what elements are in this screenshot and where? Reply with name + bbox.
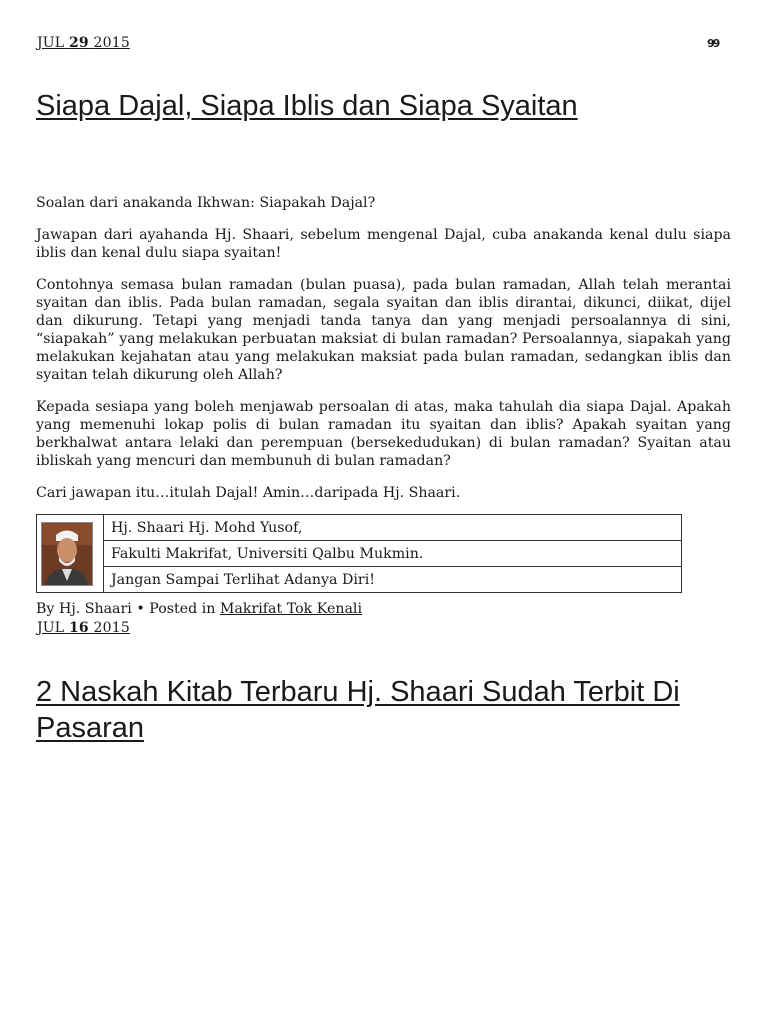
signature-table	[36, 514, 682, 593]
date-day: 16	[68, 620, 89, 636]
post-author-label: By Hj. Shaari • Posted in	[36, 601, 220, 617]
post-title[interactable]	[36, 674, 736, 746]
date-month: JUL	[37, 35, 65, 51]
signature-motto: Jangan Sampai Terlihat Adanya Diri!	[104, 567, 682, 593]
date-year: 2015	[93, 35, 130, 51]
date-month: JUL	[37, 620, 65, 636]
category-link[interactable]: Makrifat Tok Kenali	[219, 601, 363, 617]
post-date-link[interactable]	[37, 35, 130, 51]
post-title-link[interactable]: Siapa Dajal, Siapa Iblis dan Siapa Syaitan	[36, 90, 578, 122]
post-title-link[interactable]: 2 Naskah Kitab Terbaru Hj. Shaari Sudah Terbit Di Pasaran	[36, 676, 680, 744]
date-year: 2015	[93, 620, 130, 636]
paragraph: Jawapan dari ayahanda Hj. Shaari, sebelum mengenal Dajal, cuba anakanda kenal dulu siapa iblis dan kenal dulu siapa syaitan!	[36, 227, 731, 261]
post-content	[36, 194, 731, 593]
paragraph: Cari jawapan itu…itulah Dajal! Amin…daripada Hj. Shaari.	[36, 485, 461, 501]
post-meta	[36, 601, 362, 617]
comment-count-badge[interactable]: 99	[707, 37, 719, 50]
author-photo	[41, 522, 93, 586]
author-photo-cell	[37, 515, 104, 593]
signature-name: Hj. Shaari Hj. Mohd Yusof,	[104, 515, 682, 541]
paragraph: Soalan dari anakanda Ikhwan: Siapakah Dajal?	[36, 195, 376, 211]
post-title[interactable]	[36, 88, 578, 124]
date-day: 29	[68, 35, 89, 51]
paragraph: Kepada sesiapa yang boleh menjawab persoalan di atas, maka tahulah dia siapa Dajal. Apakah yang memenuhi lokap polis di bulan ramadan itu syaitan dan iblis? Apakah syaitan yang berkhalwat antara lelaki dan perempuan (bersekedudukan) di bulan ramadan? Syaitan atau ibliskah yang mencuri dan membunuh di bulan ramadan?	[36, 399, 731, 469]
post-date-link[interactable]	[37, 620, 130, 636]
paragraph: Contohnya semasa bulan ramadan (bulan puasa), pada bulan ramadan, Allah telah merantai syaitan dan iblis. Pada bulan ramadan, segala syaitan dan iblis dirantai, dikunci, diikat, dijel dan dikurung. Tetapi yang menjadi tanda tanya dan yang menjadi persoalannya di sini, “siapakah” yang melakukan perbuatan maksiat di bulan ramadan? Persoalannya, siapakah yang melakukan kejahatan atau yang melakukan maksiat pada bulan ramadan, sedangkan iblis dan syaitan telah dikurung oleh Allah?	[36, 277, 731, 383]
signature-affiliation: Fakulti Makrifat, Universiti Qalbu Mukmin.	[104, 541, 682, 567]
